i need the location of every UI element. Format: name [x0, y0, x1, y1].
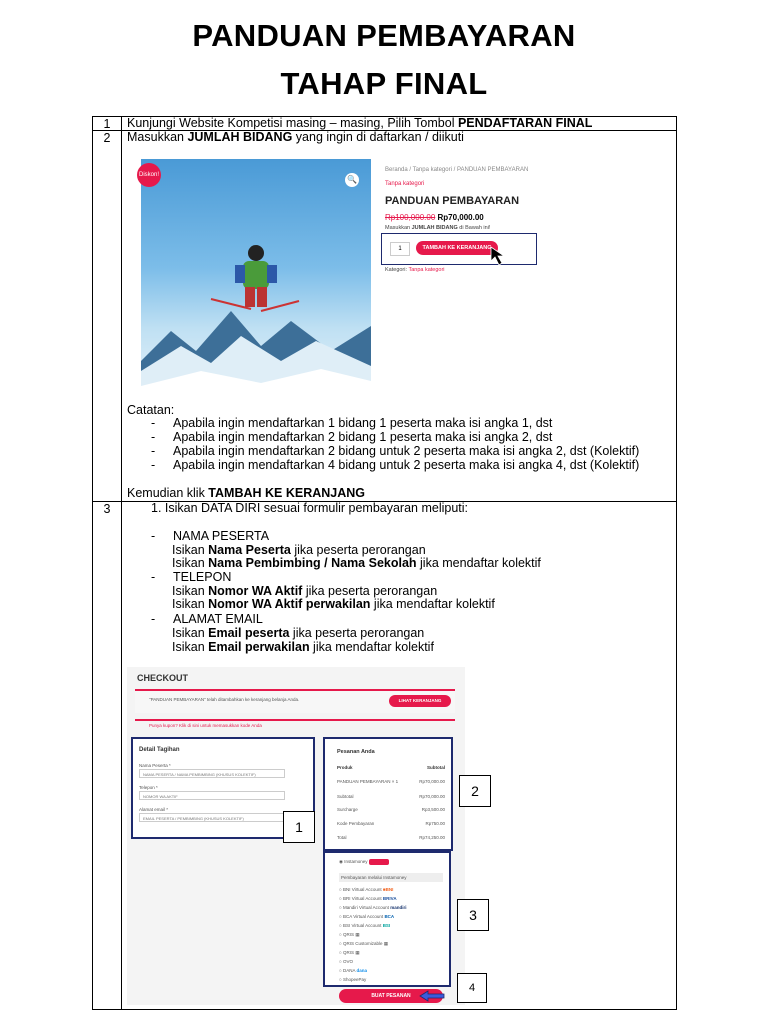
field-label: Alamat email * [139, 807, 169, 812]
nama-line2: Isikan Nama Pembimbing / Nama Sekolah jika mendaftar kolektif [172, 556, 541, 570]
order-row-label: Total [337, 835, 347, 840]
order-row-value: Rp750.00 [425, 821, 445, 826]
payment-methods-box [323, 851, 451, 987]
catatan-item: - Apabila ingin mendaftarkan 2 bidang untuk 2 peserta maka isi angka 2, dst (Kolektif) [151, 444, 640, 458]
callout-4: 4 [457, 973, 487, 1003]
payment-method[interactable]: ○ QRIS ▦ [339, 950, 360, 955]
field-label: Telepon * [139, 785, 158, 790]
place-order-button[interactable]: BUAT PESANAN [339, 989, 443, 1003]
callout-2: 2 [459, 775, 491, 807]
callout-3: 3 [457, 899, 489, 931]
cart-notice: "PANDUAN PEMBAYARAN" telah ditambahkan ke keranjang belanja Anda. LIHAT KERANJANG [135, 689, 455, 713]
payment-method[interactable]: ○ Mandiri Virtual Account mandiri [339, 905, 407, 910]
nama-title: - NAMA PESERTA [151, 529, 270, 543]
order-row-value: Rp74,250.00 [419, 835, 445, 840]
telepon-line1: Isikan Nomor WA Aktif jika peserta perorangan [172, 584, 438, 598]
order-row-label: PANDUAN PEMBAYARAN × 1 [337, 779, 399, 784]
email-field[interactable]: EMAIL PESERTA / PEMBIMBING (KHUSUS KOLEKTIF) [139, 813, 285, 822]
order-row-value: Rp70,000.00 [419, 794, 445, 799]
payment-method[interactable]: ○ BNI Virtual Account ■BNI [339, 887, 394, 892]
order-summary-box [323, 737, 453, 851]
billing-title: Detail Tagihan [139, 747, 180, 753]
telepon-line2: Isikan Nomor WA Aktif perwakilan jika mendaftar kolektif [172, 597, 495, 611]
ski-jump-photo [138, 159, 371, 401]
email-line1: Isikan Email peserta jika peserta perorangan [172, 626, 425, 640]
doc-title-line1: PANDUAN PEMBAYARAN [192, 18, 576, 53]
skier-figure [211, 239, 301, 319]
payment-method[interactable]: ○ BRI Virtual Account BRIVA [339, 896, 397, 901]
order-row-value: Rp70,000.00 [419, 779, 445, 784]
cursor-arrow-icon [490, 246, 510, 268]
row1-text: Kunjungi Website Kompetisi masing – masing, Pilih Tombol PENDAFTARAN FINAL [127, 116, 593, 130]
telepon-title: - TELEPON [151, 570, 232, 584]
phone-field[interactable]: NOMOR WA AKTIF [139, 791, 285, 800]
quantity-hint: Masukkan JUMLAH BIDANG di Bawah ini! [385, 225, 491, 231]
name-field[interactable]: NAMA PESERTA / NAMA PEMBIMBING (KHUSUS KOLEKTIF) [139, 769, 285, 778]
product-page-screenshot [138, 159, 557, 401]
payment-method[interactable]: ○ BSI Virtual Account BSI [339, 923, 391, 928]
discount-badge: Diskon! [137, 163, 161, 187]
order-row-label: Kode Pembayaran [337, 821, 375, 826]
order-row-label: Subtotal [337, 794, 354, 799]
payment-option-top[interactable]: ◉ Instamoney [339, 859, 389, 865]
email-line2: Isikan Email perwakilan jika mendaftar kolektif [172, 640, 434, 654]
catatan-heading: Catatan: [127, 403, 175, 417]
catatan-final: Kemudian klik TAMBAH KE KERANJANG [127, 486, 366, 500]
payment-method[interactable]: ○ QRIS Customizable ▦ [339, 941, 388, 946]
row2-text: Masukkan JUMLAH BIDANG yang ingin di daftarkan / diikuti [127, 130, 464, 144]
row-number-1: 1 [103, 117, 111, 131]
row-number-2: 2 [103, 131, 111, 145]
add-to-cart-highlight [381, 233, 537, 265]
arrow-left-icon [419, 990, 445, 1002]
step3-intro: 1. Isikan DATA DIRI sesuai formulir pembayaran meliputi: [151, 501, 469, 515]
category-line: Kategori: Tanpa kategori [385, 267, 445, 273]
order-row-label: Surcharge [337, 807, 358, 812]
col-produk: Produk [337, 765, 353, 770]
product-title: PANDUAN PEMBAYARAN [385, 195, 520, 207]
row-number-3: 3 [103, 502, 111, 516]
nama-line1: Isikan Nama Peserta jika peserta perorangan [172, 543, 426, 557]
field-label: Nama Peserta * [139, 763, 171, 768]
callout-1: 1 [283, 811, 315, 843]
payment-note: Pembayaran melalui Instamoney [339, 873, 443, 882]
checkout-heading: CHECKOUT [137, 673, 188, 683]
order-title: Pesanan Anda [337, 749, 375, 755]
email-title: - ALAMAT EMAIL [151, 612, 263, 626]
guide-table [92, 116, 677, 1010]
doc-title-line2: TAHAP FINAL [280, 66, 488, 101]
col-subtotal: Subtotal [427, 765, 445, 770]
order-row-value: Rp3,500.00 [421, 807, 445, 812]
product-category[interactable]: Tanpa kategori [385, 181, 425, 187]
breadcrumb: Beranda / Tanpa kategori / PANDUAN PEMBAYARAN [385, 167, 529, 173]
zoom-icon[interactable]: 🔍 [345, 173, 359, 187]
catatan-item: - Apabila ingin mendaftarkan 1 bidang 1 peserta maka isi angka 1, dst [151, 416, 553, 430]
catatan-item: - Apabila ingin mendaftarkan 4 bidang untuk 2 peserta maka isi angka 4, dst (Kolektif) [151, 458, 640, 472]
payment-method[interactable]: ○ QRIS ▦ [339, 932, 360, 937]
payment-method[interactable]: ○ ShopeePay [339, 977, 367, 982]
payment-method[interactable]: ○ BCA Virtual Account BCA [339, 914, 395, 919]
product-price: Rp100,000.00 Rp70,000.00 [385, 213, 484, 222]
payment-method[interactable]: ○ DANA dana [339, 968, 368, 973]
quantity-input[interactable]: 1 [390, 242, 410, 256]
catatan-item: - Apabila ingin mendaftarkan 2 bidang 1 peserta maka isi angka 2, dst [151, 430, 553, 444]
view-cart-button[interactable]: LIHAT KERANJANG [389, 695, 451, 707]
payment-method[interactable]: ○ OVO [339, 959, 353, 964]
coupon-notice[interactable]: Punya kupon? Klik di sini untuk memasukkan kode Anda [135, 719, 455, 729]
add-to-cart-button[interactable]: TAMBAH KE KERANJANG [416, 241, 498, 255]
